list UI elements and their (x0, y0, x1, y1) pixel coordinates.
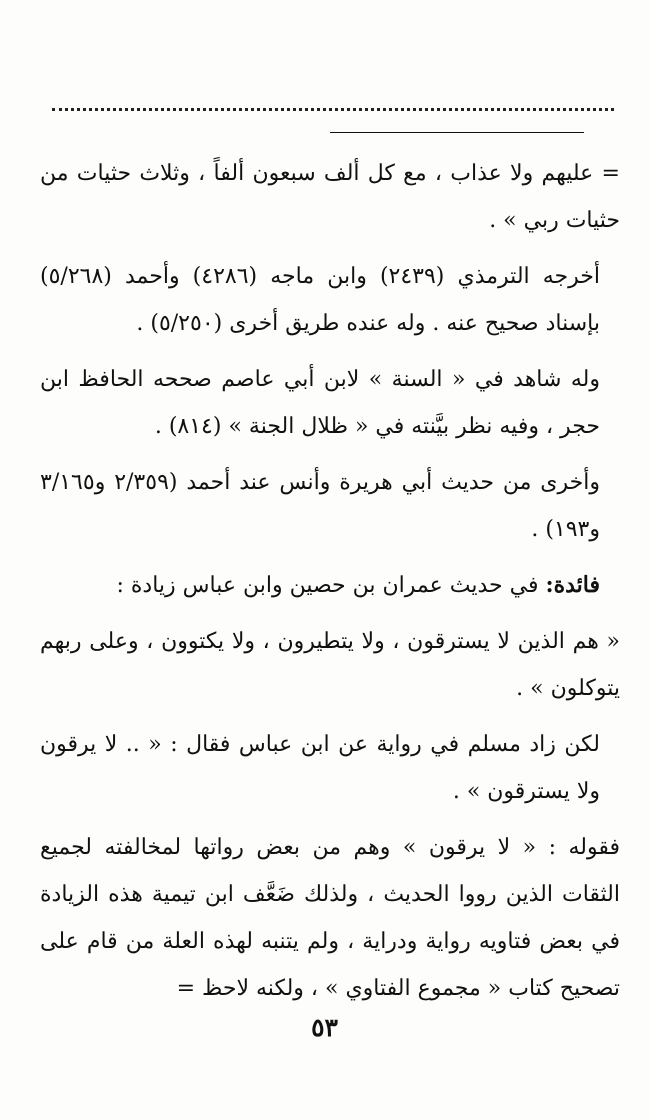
faida-label: فائدة: (545, 572, 600, 598)
page-number: ٥٣ (311, 1013, 338, 1042)
paragraph-takhrij: أخرجه الترمذي (٢٤٣٩) وابن ماجه (٤٢٨٦) وأحمد (٥/٢٦٨) بإسناد صحيح عنه . وله عنده طريق أخرى (٥/٢٥٠) . (40, 264, 600, 336)
paragraph-shahid: وله شاهد في « السنة » لابن أبي عاصم صححه الحافظ ابن حجر ، وفيه نظر بيَّنته في « ظلال الجنة » (٨١٤) . (40, 367, 600, 439)
footnote-text (40, 150, 620, 1021)
footnote-rule (330, 132, 584, 133)
paragraph-other-routes: وأخرى من حديث أبي هريرة وأنس عند أحمد (٢/٣٥٩ و٣/١٦٥ و١٩٣) . (40, 470, 600, 542)
paragraph-quote: « هم الذين لا يسترقون ، ولا يتطيرون ، ولا يكتوون ، وعلى ربهم يتوكلون » . (40, 629, 620, 701)
paragraph-commentary: فقوله : « لا يرقون » وهم من بعض رواتها لمخالفته لجميع الثقات الذين رووا الحديث ، ولذلك ضَعَّف ابن تيمية هذه الزيادة في بعض فتاويه رواية ودراية ، ولم يتنبه لهذه العلة من قام على تصحيح كتاب « مجموع الفتاوي » ، ولكنه لاحظ = (40, 835, 620, 1001)
paragraph-muslim-addition: لكن زاد مسلم في رواية عن ابن عباس فقال : « .. لا يرقون ولا يسترقون » . (40, 732, 600, 804)
paragraph-continuation: = عليهم ولا عذاب ، مع كل ألف سبعون ألفاً ، وثلاث حثيات من حثيات ربي » . (40, 161, 620, 233)
faida-text: في حديث عمران بن حصين وابن عباس زيادة : (116, 573, 546, 598)
dotted-separator (52, 96, 614, 111)
paragraph-faida (40, 562, 620, 609)
